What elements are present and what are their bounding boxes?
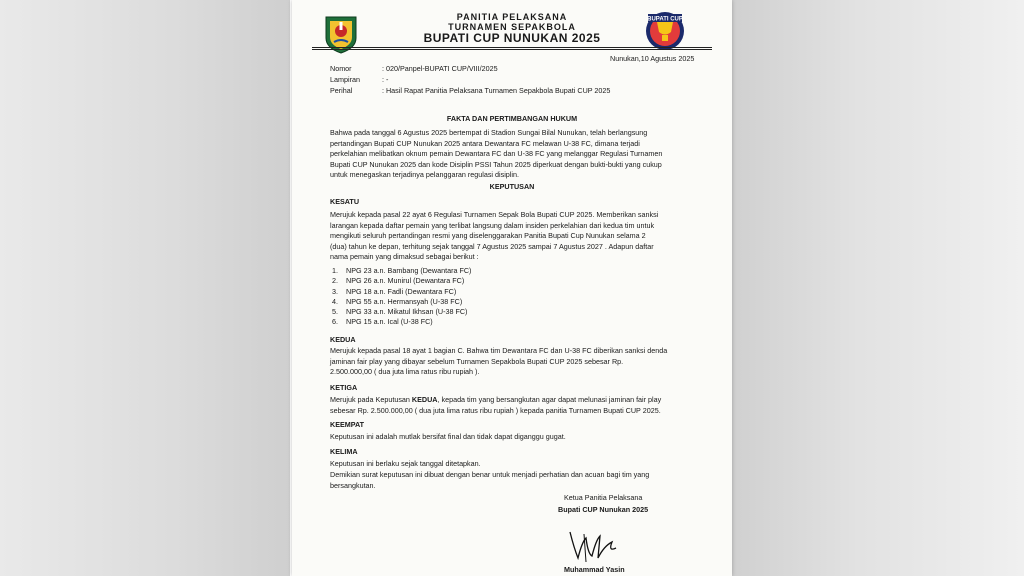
perihal-value: : Hasil Rapat Panitia Pelaksana Turnamen Sepakbola Bupati CUP 2025 (382, 86, 611, 95)
fakta-line: Bahwa pada tanggal 6 Agustus 2025 bertempat di Stadion Sungai Bilal Nunukan, telah berlangsung (330, 128, 648, 137)
fakta-line: Bupati CUP Nunukan 2025 dan kode Disiplin PSSI Tahun 2025 diperkuat dengan bukti-bukti yang cukup (330, 159, 662, 169)
document-page (292, 0, 732, 576)
header-tournament: TURNAMEN SEPAKBOLA (448, 22, 576, 32)
header-event-title: BUPATI CUP NUNUKAN 2025 (423, 31, 601, 45)
kedua-line: 2.500.000,00 ( dua juta lima ratus ribu rupiah ). (330, 367, 480, 377)
header-divider-thin (312, 49, 712, 50)
handwritten-signature-icon (564, 528, 624, 564)
kelima-line3: bersangkutan. (330, 481, 376, 490)
lampiran-value: : - (382, 75, 389, 84)
list-item: 4. NPG 55 a.n. Hermansyah (U-38 FC) (332, 296, 463, 306)
kedua-paragraph (330, 346, 700, 378)
fakta-line: perkelahian melibatkan oknum pemain Dewantara FC dan U-38 FC yang melanggar Regulasi Turnamen (330, 149, 663, 159)
cup-logo-text: BUPATI CUP (647, 16, 683, 23)
perihal-label: Perihal (330, 86, 353, 95)
kesatu-line: Merujuk kepada pasal 22 ayat 6 Regulasi Turnamen Sepak Bola Bupati CUP 2025. Memberikan sanksi (330, 210, 659, 219)
ketiga-line: sebesar Rp. 2.500.000,00 ( dua juta lima ratus ribu rupiah ) kepada panitia Turnamen Bupati CUP 2025. (330, 405, 661, 415)
kesatu-title: KESATU (330, 197, 360, 206)
signature-org: Bupati CUP Nunukan 2025 (558, 505, 649, 514)
kedua-title: KEDUA (330, 335, 356, 344)
kelima-line1: Keputusan ini berlaku sejak tanggal ditetapkan. (330, 459, 481, 468)
blurred-background-right (724, 0, 1024, 576)
kesatu-paragraph (330, 210, 700, 263)
signature-role: Ketua Panitia Pelaksana (564, 493, 643, 502)
kedua-line: jaminan fair play yang dibayar sebelum Turnamen Sepakbola Bupati CUP 2025 sebesar Rp. (330, 356, 624, 366)
header-committee: PANITIA PELAKSANA (456, 12, 568, 22)
kesatu-line: mengikuti seluruh pertandingan resmi yang diselenggarakan Panitia Bupati Cup Nunukan selama 2 (330, 231, 646, 241)
kesatu-line: larangan kepada daftar pemain yang terlibat langsung dalam insiden perkelahian dari kedua tim untuk (330, 220, 655, 230)
player-list (332, 266, 471, 328)
date-place: Nunukan,10 Agustus 2025 (610, 54, 695, 63)
kedua-line: Merujuk kepada pasal 18 ayat 1 bagian C. Bahwa tim Dewantara FC dan U-38 FC diberikan sanksi denda (330, 346, 668, 355)
keputusan-title: KEPUTUSAN (489, 182, 535, 191)
kesatu-line: (dua) tahun ke depan, terhitung sejak tanggal 7 Agustus 2025 sampai 7 Agustus 2027 . Adapun daftar (330, 241, 654, 251)
list-item: 2. NPG 26 a.n. Munirul (Dewantara FC) (332, 276, 465, 286)
list-item: 6. NPG 15 a.n. Ical (U-38 FC) (332, 317, 433, 327)
ketiga-paragraph: Merujuk pada Keputusan KEDUA, kepada tim yang bersangkutan agar dapat melunasi jaminan fair play sebesar Rp. 2.500.000,00 ( dua juta lima ratus ribu rupiah ) kepada panitia Turnamen Bupati CUP 2025. (330, 395, 700, 416)
fakta-line: pertandingan Bupati CUP Nunukan 2025 antara Dewantara FC melawan U-38 FC, dimana terjadi (330, 138, 640, 148)
nomor-value: : 020/Panpel-BUPATI CUP/VIII/2025 (382, 64, 498, 73)
header-divider (312, 47, 712, 48)
ketiga-title: KETIGA (330, 383, 358, 392)
fakta-line: untuk menegaskan terjadinya pelanggaran regulasi disiplin. (330, 170, 519, 180)
nomor-label: Nomor (330, 64, 352, 73)
lampiran-label: Lampiran (330, 75, 360, 84)
list-item: 5. NPG 33 a.n. Mikatul Ikhsan (U-38 FC) (332, 307, 468, 317)
keempat-title: KEEMPAT (330, 420, 365, 429)
list-item: 3. NPG 18 a.n. Fadli (Dewantara FC) (332, 286, 457, 296)
keempat-text: Keputusan ini adalah mutlak bersifat final dan tidak dapat diganggu gugat. (330, 432, 566, 441)
kelima-title: KELIMA (330, 447, 358, 456)
kesatu-line: nama pemain yang dimaksud sebagai berikut : (330, 252, 479, 262)
section-title: FAKTA DAN PERTIMBANGAN HUKUM (446, 114, 578, 123)
kelima-line2: Demikian surat keputusan ini dibuat dengan benar untuk menjadi perhatian dan acuan bagi tim yang (330, 470, 650, 479)
list-item: 1. NPG 23 a.n. Bambang (Dewantara FC) (332, 266, 472, 275)
signature-name: Muhammad Yasin (564, 565, 625, 574)
fakta-paragraph (330, 128, 700, 181)
blurred-background-left (0, 0, 290, 576)
